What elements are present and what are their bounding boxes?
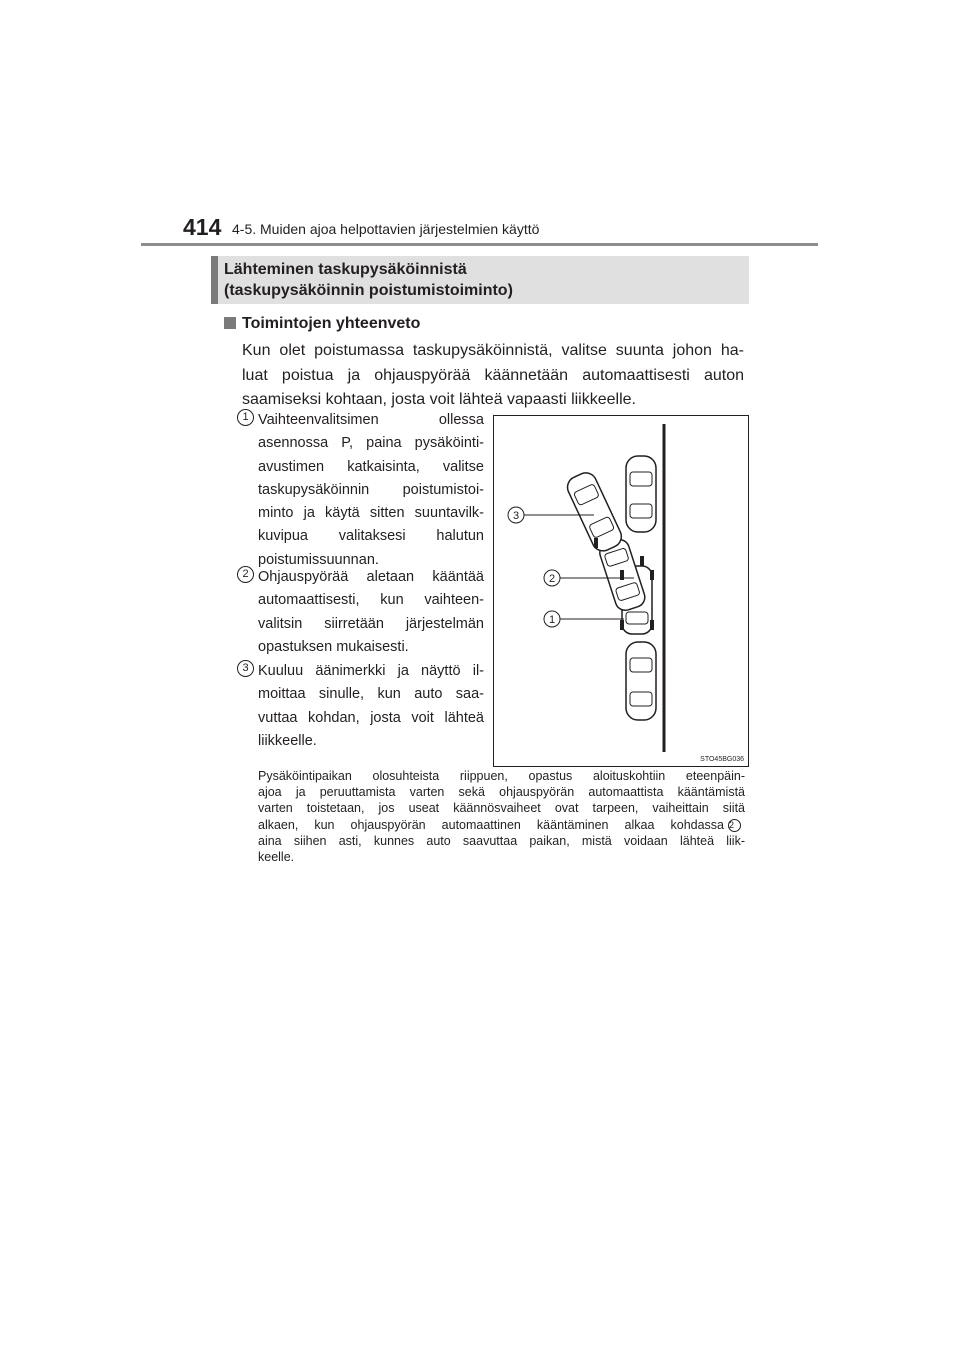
header-rule	[141, 243, 818, 246]
figure-code: STO45BG036	[700, 756, 744, 763]
section-title-bar	[211, 256, 218, 304]
note-line: aina siihen asti, kunnes auto saavuttaa paikan, mistä voidaan lähteä liik-	[258, 833, 745, 848]
step-line: poistumissuunnan.	[258, 551, 379, 568]
step-line: opastuksen mukaisesti.	[258, 638, 409, 655]
parked-car-front	[626, 456, 656, 532]
step-line: liikkeelle.	[258, 732, 317, 749]
step-line: automaattisesti, kun vaihteen-	[258, 592, 484, 609]
step-text	[258, 566, 484, 659]
page-number: 414	[183, 214, 222, 240]
parking-diagram	[494, 416, 748, 766]
note-line: Pysäköintipaikan olosuhteista riippuen, opastus aloituskohtiin eteenpäin-	[258, 769, 745, 783]
step-line: asennossa P, paina pysäköinti-	[258, 435, 484, 452]
step-number-badge: 1	[237, 409, 254, 426]
step-text	[258, 660, 484, 753]
callout-1-label: 1	[548, 614, 556, 626]
parked-car-rear	[626, 642, 656, 720]
step-line: vuttaa kohdan, josta voit lähteä	[258, 709, 484, 726]
step-line: Vaihteenvalitsimen ollessa	[258, 412, 484, 428]
callout-1	[544, 611, 624, 627]
parking-exit-illustration	[493, 415, 749, 767]
note-line-with-badge	[258, 817, 745, 833]
step-line: Ohjauspyörää aletaan kääntää	[258, 569, 484, 585]
step-line: Kuuluu äänimerkki ja näyttö il-	[258, 663, 484, 679]
callout-3-label: 3	[512, 510, 520, 522]
note-paragraph	[258, 768, 745, 865]
step-text	[258, 409, 484, 572]
section-title-line: Lähteminen taskupysäköinnistä	[224, 261, 467, 278]
note-line: keelle.	[258, 850, 295, 865]
intro-line: saamiseksi kohtaan, josta voit lähteä vapaasti liikkeelle.	[242, 391, 636, 408]
step-number-badge: 3	[237, 660, 254, 677]
note-line: ajoa ja peruuttamista varten sekä ohjauspyörän automaattista kääntämistä	[258, 785, 745, 800]
chapter-title: 4-5. Muiden ajoa helpottavien järjestelmien käyttö	[232, 221, 540, 237]
intro-line: Kun olet poistumassa taskupysäköinnistä, valitse suunta johon ha-	[242, 342, 744, 359]
step-line: kuvipua valitaksesi halutun	[258, 528, 484, 545]
section-title-line: (taskupysäköinnin poistumistoiminto)	[224, 282, 513, 299]
step-line: taskupysäköinnin poistumistoi-	[258, 481, 484, 498]
subsection-heading	[224, 315, 420, 333]
section-title	[224, 259, 513, 301]
note-line: varten toistetaan, jos useat käännösvaiheet ovat tarpeen, vaiheittain siitä	[258, 801, 745, 816]
section-title-box	[211, 256, 749, 304]
subsection-heading-text: Toimintojen yhteenveto	[242, 315, 421, 332]
step-number-badge: 2	[237, 566, 254, 583]
step-line: avustimen katkaisinta, valitse	[258, 458, 484, 475]
inline-step-badge: 2	[728, 819, 741, 832]
step-line: valitsin siirretään järjestelmän	[258, 615, 484, 632]
heading-square-icon	[224, 317, 236, 329]
intro-line: luat poistua ja ohjauspyörää käännetään automaattisesti auton	[242, 366, 744, 384]
step-line: minto ja käytä sitten suuntavilk-	[258, 505, 484, 522]
callout-2-label: 2	[548, 573, 556, 585]
step-line: moittaa sinulle, kun auto saa-	[258, 686, 484, 703]
intro-paragraph	[242, 339, 744, 413]
note-line: alkaen, kun ohjauspyörän automaattinen kääntäminen alkaa kohdassa	[258, 817, 724, 832]
